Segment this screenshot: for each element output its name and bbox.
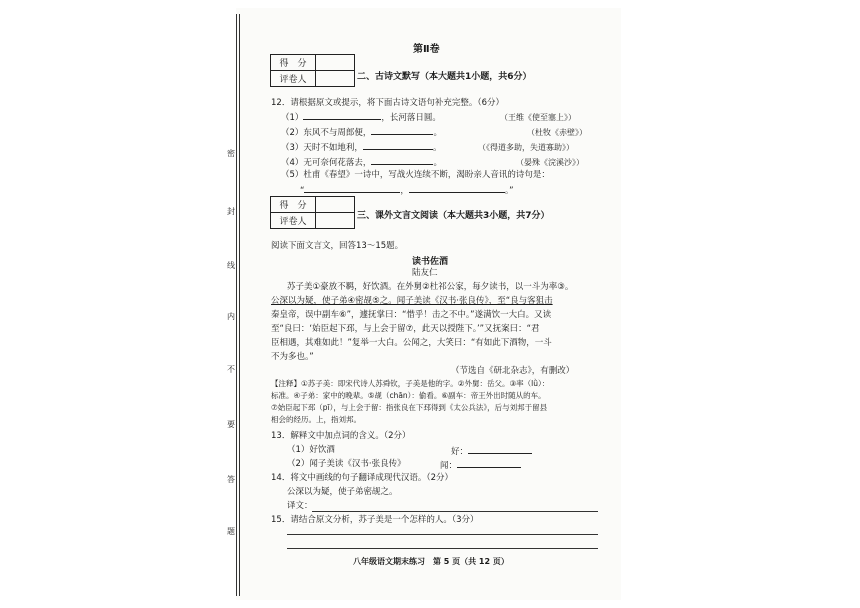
q13-item-1-answer: 好： <box>451 445 532 458</box>
q13-item-1: （1）好饮酒 <box>287 445 335 455</box>
annotation-line: 标准。④子弟：家中的晚辈。⑤觇（chān）：偷看。⑥副车：帝王外出时随从的车。 <box>271 391 546 400</box>
passage-author: 陆友仁 <box>412 268 438 278</box>
passage-line: 苏子美①豪放不羁，好饮酒。在外舅②杜祁公家，每夕读书，以一斗为率③。 <box>287 282 574 292</box>
score-box-section-2 <box>270 54 355 87</box>
q12-item-3: （3）天时不如地利， 。 <box>281 143 442 153</box>
score-cell[interactable] <box>316 197 355 213</box>
reading-intro: 阅读下面文言文，回答13～15题。 <box>271 241 404 251</box>
q13-prompt: 13．解释文中加点词的含义。（2分） <box>271 431 411 441</box>
annotation-line: ⑦始臣起下邳（pī），与上会于留：指张良在下邳得到《太公兵法》，后与刘邦于留县 <box>271 403 548 412</box>
binding-char: 密 <box>227 149 235 158</box>
q12-item-1-source: （王维《使至塞上》） <box>500 113 576 122</box>
q13-item-2-answer: 闻： <box>440 459 521 472</box>
q12-item-4-source: （晏殊《浣溪沙》） <box>516 158 584 167</box>
binding-line-inner <box>239 14 240 596</box>
binding-char: 不 <box>227 365 235 374</box>
q12-item-1: （1） ，长河落日圆。 <box>281 113 441 123</box>
answer-blank[interactable] <box>371 156 433 165</box>
answer-blank[interactable] <box>304 184 400 193</box>
binding-char: 题 <box>227 527 235 536</box>
binding-line <box>236 14 237 596</box>
q12-prompt: 12．请根据原文或提示，将下面古诗文语句补充完整。（6分） <box>271 98 504 108</box>
answer-blank[interactable] <box>409 184 505 193</box>
q12-item-3-source: （《得道多助，失道寡助》） <box>478 143 574 152</box>
annotation-line: 【注释】①苏子美：即宋代诗人苏舜钦，子美是他的字。②外舅：岳父。③率（lǜ）： <box>271 379 550 388</box>
binding-char: 封 <box>227 207 235 216</box>
binding-char: 线 <box>227 261 235 270</box>
q12-item-5: （5）杜甫《春望》一诗中，写战火连续不断，渴盼亲人音讯的诗句是： <box>281 170 550 180</box>
q14-prompt: 14．将文中画线的句子翻译成现代汉语。（2分） <box>271 473 453 483</box>
passage-line: 臣相遇，其难如此！”复举一大白。公闻之，大笑曰：“有如此下酒物，一斗 <box>271 338 552 348</box>
answer-line[interactable] <box>287 534 598 535</box>
grader-cell[interactable] <box>316 213 355 229</box>
passage-line: 公深以为疑，使子弟④密觇⑤之。闻子美读《汉书·张良传》，至“良与客狙击 <box>271 296 553 306</box>
classical-passage <box>271 280 601 364</box>
answer-blank[interactable] <box>303 111 381 120</box>
q12-item-4: （4）无可奈何花落去， 。 <box>281 158 442 168</box>
score-label: 得 分 <box>271 197 316 213</box>
grader-label: 评卷人 <box>271 71 316 87</box>
q12-item-5-answer: “ ， 。” <box>300 186 514 196</box>
binding-char: 内 <box>227 312 235 321</box>
section-3-heading: 三、课外文言文阅读（本大题共3小题，共7分） <box>357 211 550 221</box>
answer-blank[interactable] <box>363 141 433 150</box>
score-cell[interactable] <box>316 55 355 71</box>
q14-answer-label: 译文： <box>287 501 313 511</box>
answer-line[interactable] <box>287 548 598 549</box>
passage-line: 至“良曰：‘始臣起下邳，与上会于留⑦，此天以授陛下。’”又抚案曰：“君 <box>271 324 540 334</box>
passage-line: 不为多也。” <box>271 352 314 362</box>
answer-blank[interactable] <box>457 459 521 468</box>
q12-item-2: （2）东风不与周郎便， 。 <box>281 128 442 138</box>
section-title: 第Ⅱ卷 <box>413 44 440 55</box>
answer-blank[interactable] <box>468 445 532 454</box>
passage-line: 秦皇帝，误中副车⑥”，遽抚掌曰：“惜乎！击之不中。”遂满饮一大白。又读 <box>271 310 552 320</box>
answer-blank[interactable] <box>371 126 433 135</box>
q14-sentence: 公深以为疑，使子弟密觇之。 <box>287 487 398 497</box>
binding-char: 答 <box>227 475 235 484</box>
annotation-line: 相会的经历。上，指刘邦。 <box>271 415 361 424</box>
binding-char: 要 <box>227 420 235 429</box>
answer-line[interactable] <box>312 511 598 512</box>
passage-citation: （节选自《研北杂志》，有删改） <box>451 366 575 376</box>
grader-cell[interactable] <box>316 71 355 87</box>
score-box-section-3 <box>270 196 355 229</box>
page-footer: 八年级语文期末练习 第 5 页（共 12 页） <box>353 557 509 566</box>
grader-label: 评卷人 <box>271 213 316 229</box>
section-2-heading: 二、古诗文默写（本大题共1小题，共6分） <box>357 72 532 82</box>
q13-item-2: （2）闻子美读《汉书·张良传》 <box>287 459 406 469</box>
passage-title: 读书佐酒 <box>412 257 449 267</box>
q15-prompt: 15．请结合原文分析，苏子美是一个怎样的人。（3分） <box>271 515 479 525</box>
annotations <box>271 378 601 426</box>
q12-item-2-source: （杜牧《赤壁》） <box>527 128 587 137</box>
score-label: 得 分 <box>271 55 316 71</box>
